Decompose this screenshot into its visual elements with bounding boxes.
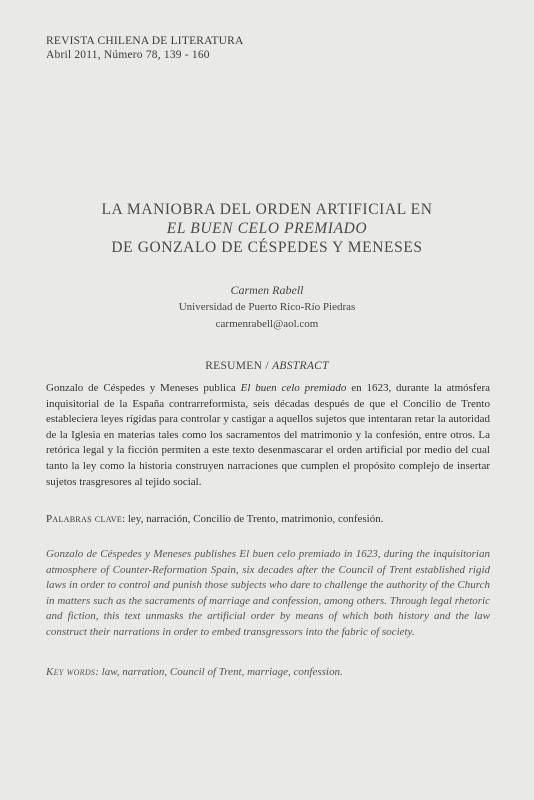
- author-email: carmenrabell@aol.com: [215, 318, 319, 330]
- journal-header: [46, 34, 244, 62]
- resumen-paragraph: [46, 381, 490, 490]
- keywords-en-label: Key words: [46, 666, 96, 678]
- section-label: RESUMEN /: [205, 360, 273, 372]
- section-label-en: ABSTRACT: [272, 360, 329, 372]
- resumen-text-before: Gonzalo de Céspedes y Meneses publica: [46, 382, 241, 394]
- author-block: [0, 282, 534, 333]
- journal-name: REVISTA CHILENA DE LITERATURA: [46, 35, 244, 47]
- article-title: [0, 200, 534, 257]
- keywords-es: [46, 512, 490, 528]
- resumen-work-title: El buen celo premiado: [240, 382, 347, 394]
- abstract-paragraph: Gonzalo de Céspedes y Meneses publishes El buen celo premiado in 1623, during the inquisitorian atmosphere of Counter-Reformation Spain, six decades after the Council of Trent established rigid laws in order to control and punish those subjects who dare to challenge the authority of the Church in matters such as the sacraments of marriage and confession, among others. Through legal rhetoric and fiction, this text unmasks the artificial order by means of which both history and the law construct their narrations in order to embed transgressors into the fabric of society.: [46, 548, 490, 638]
- keywords-en: [46, 665, 490, 681]
- keywords-es-text: : ley, narración, Concilio de Trento, matrimonio, confesión.: [122, 513, 384, 525]
- keywords-en-text: : law, narration, Council of Trent, marriage, confession.: [95, 666, 343, 678]
- author-affiliation: Universidad de Puerto Rico-Río Piedras: [178, 301, 356, 313]
- keywords-es-label: Palabras clave: [46, 513, 123, 525]
- section-heading: [0, 360, 534, 372]
- journal-issue: Abril 2011, Número 78, 139 - 160: [46, 49, 210, 61]
- resumen-text-after: en 1623, durante la atmósfera inquisitorial de la España contrarreformista, seis décadas después de que el Concilio de Trento estableciera leyes rígidas para controlar y castigar a aquellos sujetos que intentaran retar la autoridad de la Iglesia en materias tales como los sacramentos del matrimonio y la confesión, entre otros. La retórica legal y la ficción permiten a este texto desenmascarar el orden artificial por medio del cual tanto la ley como la historia construyen narraciones que cumplen el propósito complejo de insertar sujetos trasgresores al tejido social.: [46, 382, 491, 488]
- author-name: Carmen Rabell: [230, 283, 304, 297]
- title-line-1: LA MANIOBRA DEL ORDEN ARTIFICIAL EN: [101, 201, 433, 218]
- title-line-2: EL BUEN CELO PREMIADO: [166, 220, 368, 237]
- title-line-3: DE GONZALO DE CÉSPEDES Y MENESES: [111, 239, 423, 256]
